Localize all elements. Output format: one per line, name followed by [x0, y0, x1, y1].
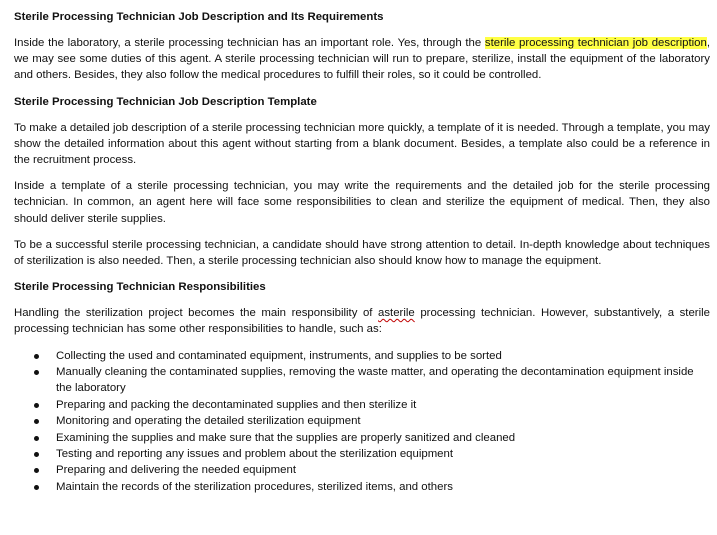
responsibilities-intro-end: processing technician. However, substantively, a sterile processing technician has some other responsibilities to handle, such as: — [14, 307, 710, 336]
responsibilities-list — [14, 348, 710, 496]
list-item — [14, 479, 710, 495]
bullet-icon — [34, 468, 39, 473]
intro-text-start: Inside the laboratory, a sterile processing technician has an important role. Yes, through the — [14, 37, 485, 49]
list-item-text: Preparing and delivering the needed equipment — [56, 464, 297, 477]
list-item — [14, 364, 710, 397]
bullet-icon — [34, 419, 39, 424]
responsibilities-intro-start: Handling the sterilization project becomes the main responsibility of — [14, 307, 379, 320]
list-item-text: Collecting the used and contaminated equipment, instruments, and supplies to be sorted — [56, 349, 502, 362]
list-item — [14, 430, 710, 446]
list-item-text: Manually cleaning the contaminated supplies, removing the waste matter, and operating the decontamination equipment inside the laboratory — [56, 366, 694, 395]
bullet-icon — [34, 403, 39, 408]
section-heading-responsibilities: Sterile Processing Technician Responsibilities — [14, 281, 266, 294]
responsibilities-intro — [14, 305, 710, 337]
list-item — [14, 348, 710, 364]
template-paragraph-1: To make a detailed job description of a sterile processing technician more quickly, a template of it is needed. Through a template, you may show the detailed information about this agent without starting from a blank document. Besides, a template also could be a reference in the recruitment process. — [14, 121, 710, 167]
list-item-text: Monitoring and operating the detailed sterilization equipment — [56, 415, 361, 428]
bullet-icon — [34, 354, 39, 359]
list-item-text: Examining the supplies and make sure that the supplies are properly sanitized and cleaned — [56, 431, 516, 444]
list-item — [14, 413, 710, 429]
section-heading-template: Sterile Processing Technician Job Description Template — [14, 95, 317, 108]
bullet-icon — [34, 485, 39, 490]
template-paragraph-2: Inside a template of a sterile processing technician, you may write the requirements and the detailed job for the sterile processing technician. In common, an agent here will face some responsibilities to clean and sterilize the equipment of medical. Then, they also should deliver sterile supplies. — [14, 180, 710, 225]
bullet-icon — [34, 436, 39, 441]
list-item — [14, 462, 710, 478]
highlighted-link-text[interactable]: sterile processing technician job description — [484, 37, 707, 49]
intro-text-end: , we may see some duties of this agent. A sterile processing technician will run to prepare, sterilize, install the equipment of the laboratory and others. Besides, they also follow the medical procedures to fulfill their roles, so it could be controlled. — [14, 37, 710, 82]
bullet-icon — [34, 452, 39, 457]
misspelled-word[interactable]: asterile — [378, 307, 415, 320]
list-item-text: Maintain the records of the sterilization procedures, sterilized items, and others — [56, 480, 453, 493]
list-item-text: Preparing and packing the decontaminated supplies and then sterilize it — [56, 398, 417, 411]
list-item — [14, 446, 710, 462]
template-paragraph-3: To be a successful sterile processing technician, a candidate should have strong attention to detail. In-depth knowledge about techniques of sterilization is also needed. Then, a sterile processing technician also should know how to manage the equipment. — [14, 238, 710, 268]
section-heading-requirements: Sterile Processing Technician Job Description and Its Requirements — [14, 11, 384, 23]
list-item — [14, 397, 710, 413]
bullet-icon — [34, 370, 39, 375]
intro-paragraph — [14, 35, 710, 84]
list-item-text: Testing and reporting any issues and problem about the sterilization equipment — [56, 448, 454, 461]
